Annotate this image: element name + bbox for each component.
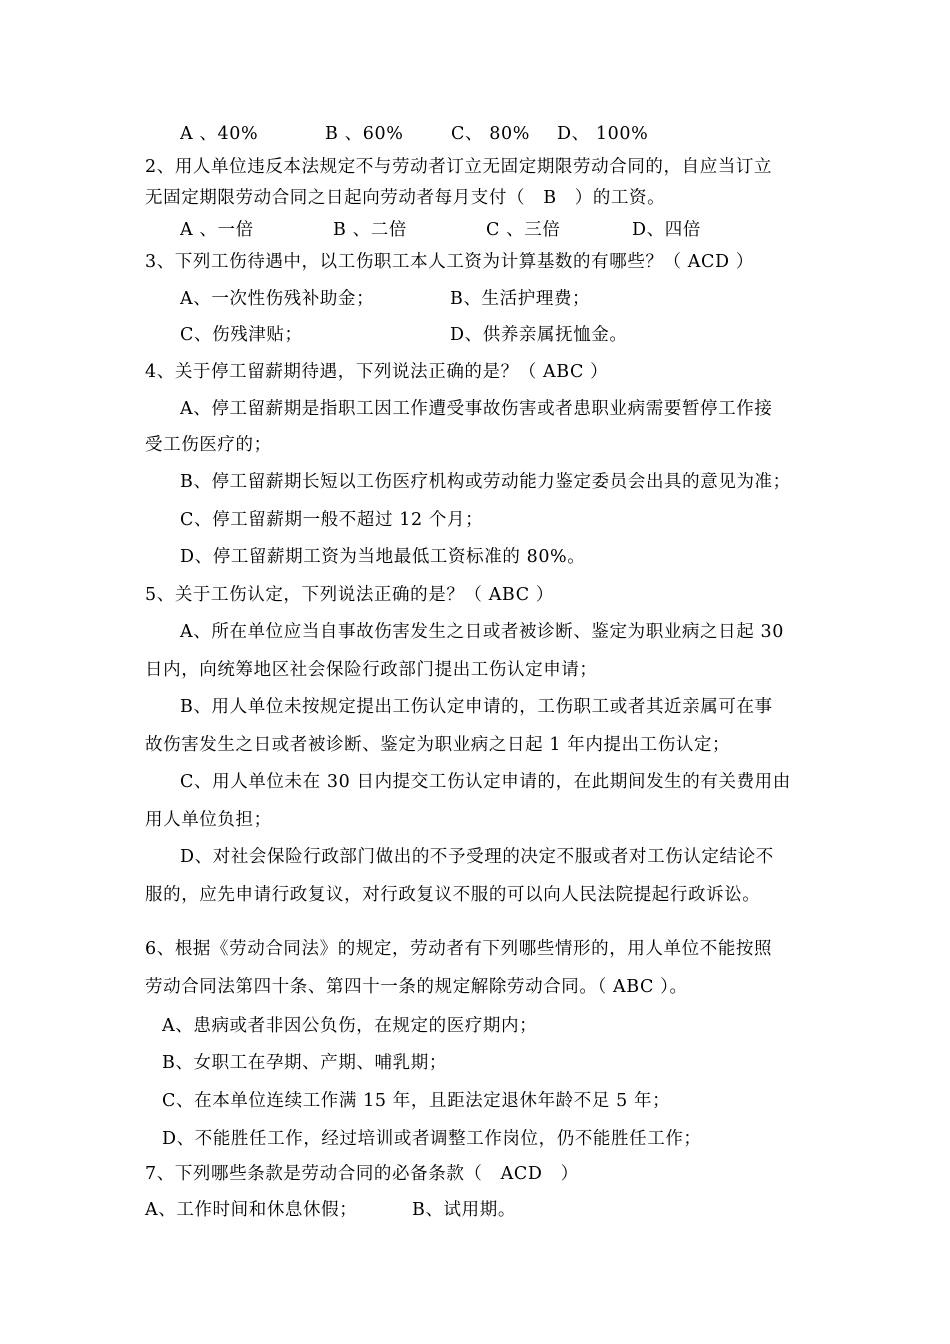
- q3-option-b: B、生活护理费；: [450, 289, 591, 309]
- q4-option-d: D、停工留薪期工资为当地最低工资标准的 80%。: [180, 547, 586, 567]
- q6-stem-line2: 劳动合同法第四十条、第四十一条的规定解除劳动合同。（ ABC ）。: [145, 977, 688, 997]
- q2-option-a: A 、一倍: [180, 220, 254, 240]
- q5-option-b-line2: 故伤害发生之日或者被诊断、鉴定为职业病之日起 1 年内提出工伤认定；: [145, 735, 731, 755]
- q6-option-c: C、在本单位连续工作满 15 年，且距法定退休年龄不足 5 年；: [162, 1091, 671, 1111]
- q1-option-c: C、 80%: [451, 124, 530, 144]
- q5-option-c-line1: C、用人单位未在 30 日内提交工伤认定申请的，在此期间发生的有关费用由: [180, 772, 791, 792]
- q3-option-c: C、伤残津贴；: [180, 325, 303, 345]
- q5-option-a-line1: A、所在单位应当自事故伤害发生之日或者被诊断、鉴定为职业病之日起 30: [180, 622, 784, 642]
- q3-option-d: D、供养亲属抚恤金。: [450, 325, 628, 345]
- q5-option-c-line2: 用人单位负担；: [145, 810, 272, 830]
- q6-stem-line1: 6、根据《劳动合同法》的规定，劳动者有下列哪些情形的，用人单位不能按照: [145, 939, 773, 959]
- q5-stem: 5、关于工伤认定，下列说法正确的是？（ ABC ）: [145, 585, 554, 605]
- q1-option-a: A 、40%: [180, 124, 259, 144]
- q7-option-b: B、试用期。: [412, 1200, 516, 1220]
- q5-option-b-line1: B、用人单位未按规定提出工伤认定申请的，工伤职工或者其近亲属可在事: [180, 697, 773, 717]
- q4-option-c: C、停工留薪期一般不超过 12 个月；: [180, 510, 484, 530]
- q7-option-a: A、工作时间和休息休假；: [145, 1200, 358, 1220]
- q4-stem: 4、关于停工留薪期待遇，下列说法正确的是？（ ABC ）: [145, 362, 609, 382]
- q7-stem: 7、下列哪些条款是劳动合同的必备条款（ ACD ）: [145, 1164, 579, 1184]
- q5-option-d-line2: 服的，应先申请行政复议，对行政复议不服的可以向人民法院提起行政诉讼。: [145, 885, 761, 905]
- q2-option-d: D、四倍: [632, 220, 701, 240]
- q2-option-b: B 、二倍: [333, 220, 407, 240]
- q2-option-c: C 、三倍: [486, 220, 561, 240]
- q4-option-b: B、停工留薪期长短以工伤医疗机构或劳动能力鉴定委员会出具的意见为准；: [180, 472, 791, 492]
- q4-option-a-line2: 受工伤医疗的；: [145, 435, 272, 455]
- q6-option-d: D、不能胜任工作，经过培训或者调整工作岗位，仍不能胜任工作；: [162, 1129, 702, 1149]
- q3-stem: 3、下列工伤待遇中，以工伤职工本人工资为计算基数的有哪些？（ ACD ）: [145, 252, 754, 272]
- q1-option-d: D、 100%: [557, 124, 649, 144]
- q2-stem-line2: 无固定期限劳动合同之日起向劳动者每月支付（ B ）的工资。: [145, 188, 666, 208]
- q2-stem-line1: 2、用人单位违反本法规定不与劳动者订立无固定期限劳动合同的，自应当订立: [145, 157, 773, 177]
- q6-option-a: A、患病或者非因公负伤，在规定的医疗期内；: [162, 1016, 538, 1036]
- q3-option-a: A、一次性伤残补助金；: [180, 289, 375, 309]
- q4-option-a-line1: A、停工留薪期是指职工因工作遭受事故伤害或者患职业病需要暂停工作接: [180, 399, 773, 419]
- q5-option-a-line2: 日内，向统筹地区社会保险行政部门提出工伤认定申请；: [145, 660, 598, 680]
- q5-option-d-line1: D、对社会保险行政部门做出的不予受理的决定不服或者对工伤认定结论不: [180, 847, 774, 867]
- q6-option-b: B、女职工在孕期、产期、哺乳期；: [162, 1053, 447, 1073]
- q1-option-b: B 、60%: [325, 124, 404, 144]
